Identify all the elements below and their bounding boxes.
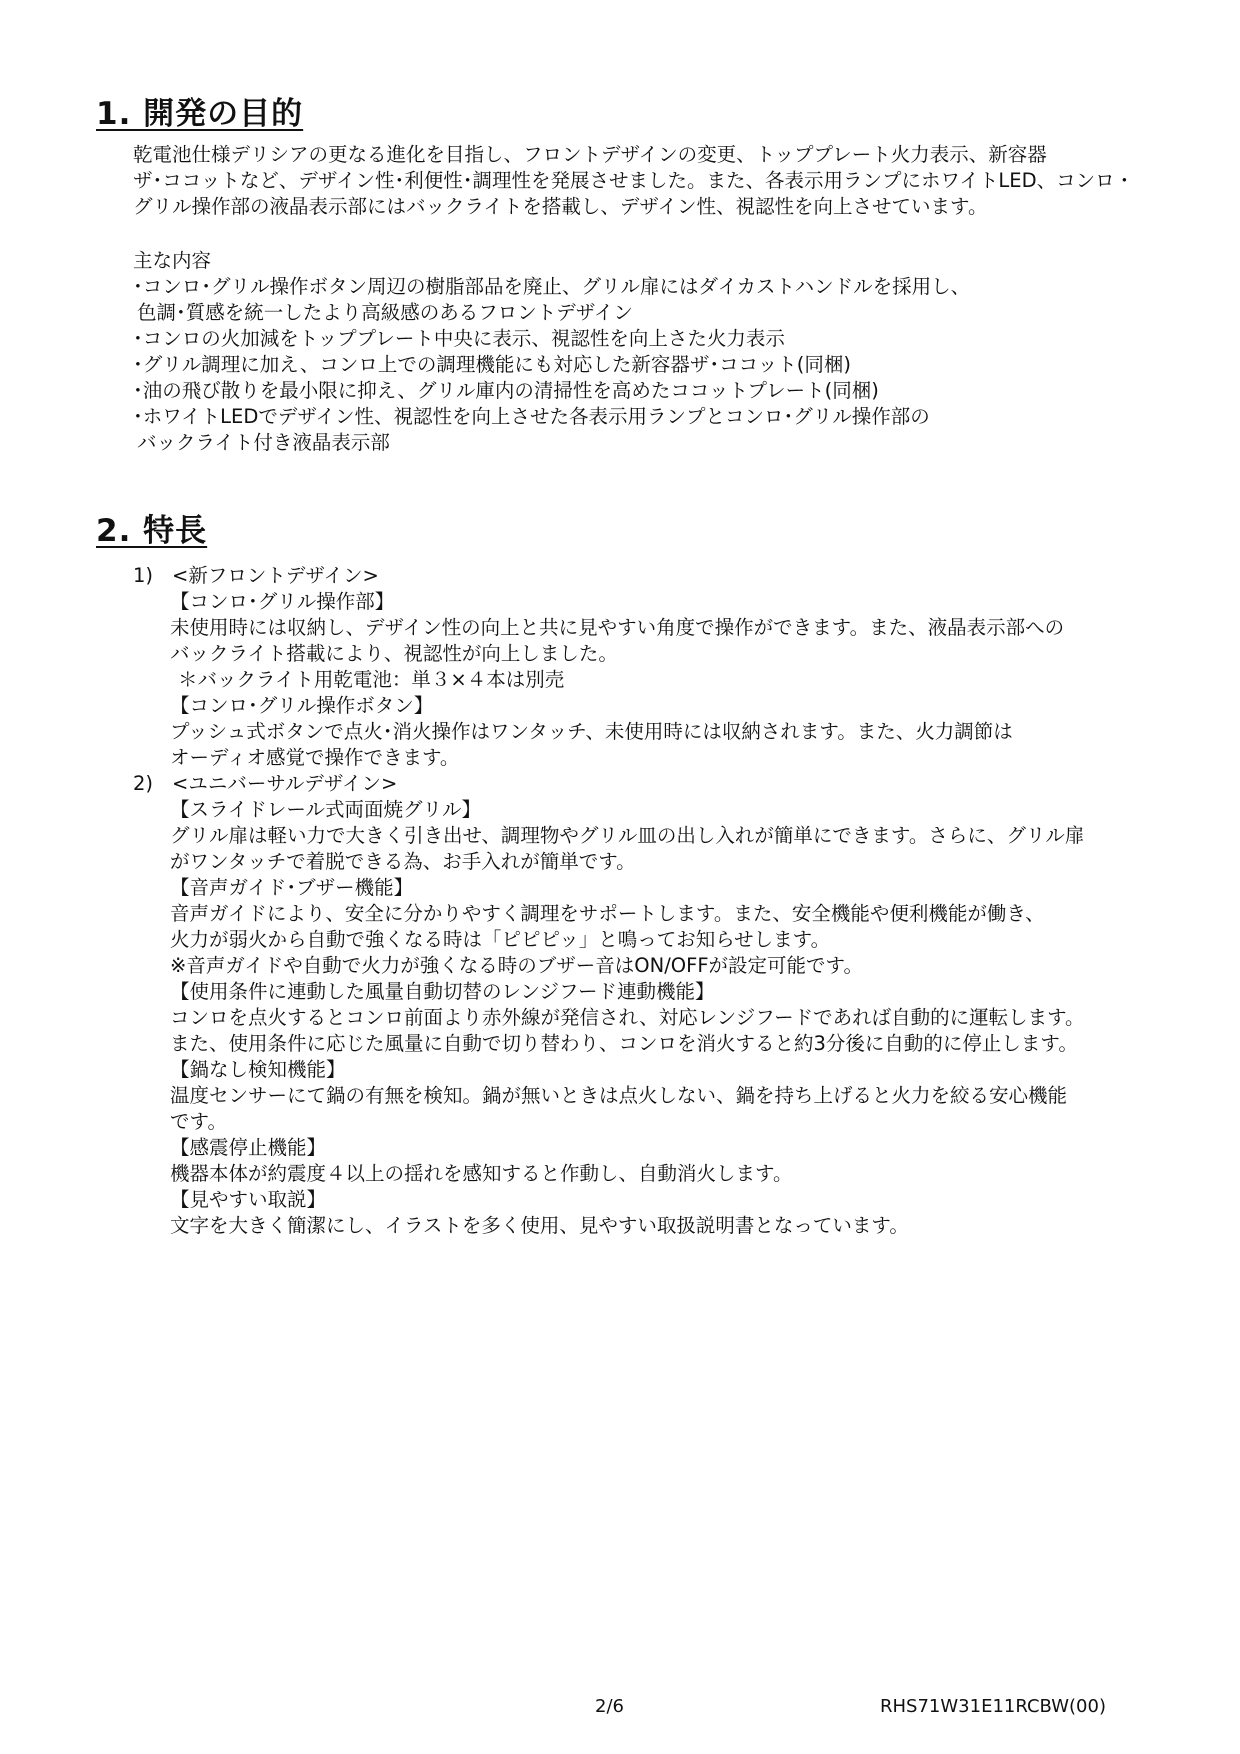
section1-bullet-line: ･ホワイトLEDでデザイン性、視認性を向上させた各表示用ランプとコンロ･グリル操作部の — [133, 405, 930, 428]
feature-line: 機器本体が約震度４以上の揺れを感知すると作動し、自動消火します。 — [170, 1162, 793, 1185]
section1-bullet-line: ･グリル調理に加え、コンロ上での調理機能にも対応した新容器ザ･ココット(同梱) — [133, 353, 851, 376]
feature-line: オーディオ感覚で操作できます。 — [170, 746, 460, 769]
feature-line: 【音声ガイド･ブザー機能】 — [170, 876, 414, 899]
feature-line: がワンタッチで着脱できる為、お手入れが簡単です。 — [170, 850, 636, 873]
section2-heading: 2. 特長 — [96, 513, 208, 549]
section1-bullet-line: ･油の飛び散りを最小限に抑え、グリル庫内の清掃性を高めたココットプレート(同梱) — [133, 379, 879, 402]
feature-line: プッシュ式ボタンで点火･消火操作はワンタッチ、未使用時には収納されます。また、火力調節は — [170, 720, 1013, 743]
feature-line: 【コンロ･グリル操作部】 — [170, 590, 395, 613]
feature-line: 火力が弱火から自動で強くなる時は「ピピピッ」と鳴ってお知らせします。 — [170, 928, 831, 951]
feature-line: バックライト搭載により、視認性が向上しました。 — [170, 642, 618, 665]
feature-line: 【感震停止機能】 — [170, 1136, 327, 1159]
section1-bullet-line: ･コンロ･グリル操作ボタン周辺の樹脂部品を廃止、グリル扉にはダイカストハンドルを採用し、 — [133, 275, 971, 298]
section1-subheading: 主な内容 — [133, 249, 212, 272]
section1-intro-line: ザ･ココットなど、デザイン性･利便性･調理性を発展させました。また、各表示用ランプにホワイトLED、コンロ・ — [133, 169, 1135, 192]
section1-bullet-line: 色調･質感を統一したより高級感のあるフロントデザイン — [137, 301, 633, 324]
feature-line: 【見やすい取説】 — [170, 1188, 327, 1211]
feature-line: 未使用時には収納し、デザイン性の向上と共に見やすい角度で操作ができます。また、液晶表示部への — [170, 616, 1065, 639]
document-code: RHS71W31E11RCBW(00) — [880, 1696, 1106, 1717]
feature-line: 温度センサーにて鍋の有無を検知。鍋が無いときは点火しない、鍋を持ち上げると火力を絞る安心機能 — [170, 1084, 1068, 1107]
section1-intro-line: グリル操作部の液晶表示部にはバックライトを搭載し、デザイン性、視認性を向上させています。 — [133, 195, 988, 218]
feature-line: 文字を大きく簡潔にし、イラストを多く使用、見やすい取扱説明書となっています。 — [170, 1214, 909, 1237]
section1-intro-line: 乾電池仕様デリシアの更なる進化を目指し、フロントデザインの変更、トッププレート火力表示、新容器 — [133, 143, 1047, 166]
feature-item-title: <ユニバーサルデザイン> — [172, 772, 398, 795]
section1-bullet-line: ･コンロの火加減をトッププレート中央に表示、視認性を向上さた火力表示 — [133, 327, 785, 350]
feature-line: 【使用条件に連動した風量自動切替のレンジフード連動機能】 — [170, 980, 715, 1003]
page-number: 2/6 — [595, 1696, 624, 1717]
feature-item-number: 1) — [133, 564, 154, 587]
section1-heading: 1. 開発の目的 — [96, 96, 304, 132]
feature-line: ＊バックライト用乾電池：単３×４本は別売 — [178, 668, 565, 691]
feature-line: ※音声ガイドや自動で火力が強くなる時のブザー音はON/OFFが設定可能です。 — [170, 954, 863, 977]
feature-line: 【コンロ･グリル操作ボタン】 — [170, 694, 434, 717]
feature-line: コンロを点火するとコンロ前面より赤外線が発信され、対応レンジフードであれば自動的に運転します。 — [170, 1006, 1085, 1029]
feature-line: グリル扉は軽い力で大きく引き出せ、調理物やグリル皿の出し入れが簡単にできます。さらに、グリル扉 — [170, 824, 1085, 847]
feature-line: 【鍋なし検知機能】 — [170, 1058, 346, 1081]
section1-bullet-line: バックライト付き液晶表示部 — [137, 431, 390, 454]
feature-item-number: 2) — [133, 772, 154, 795]
feature-item-title: <新フロントデザイン> — [172, 564, 379, 587]
feature-line: また、使用条件に応じた風量に自動で切り替わり、コンロを消火すると約3分後に自動的に停止します。 — [170, 1032, 1078, 1055]
feature-line: 音声ガイドにより、安全に分かりやすく調理をサポートします。また、安全機能や便利機能が働き、 — [170, 902, 1045, 925]
feature-line: です。 — [170, 1110, 227, 1133]
feature-line: 【スライドレール式両面焼グリル】 — [170, 798, 482, 821]
